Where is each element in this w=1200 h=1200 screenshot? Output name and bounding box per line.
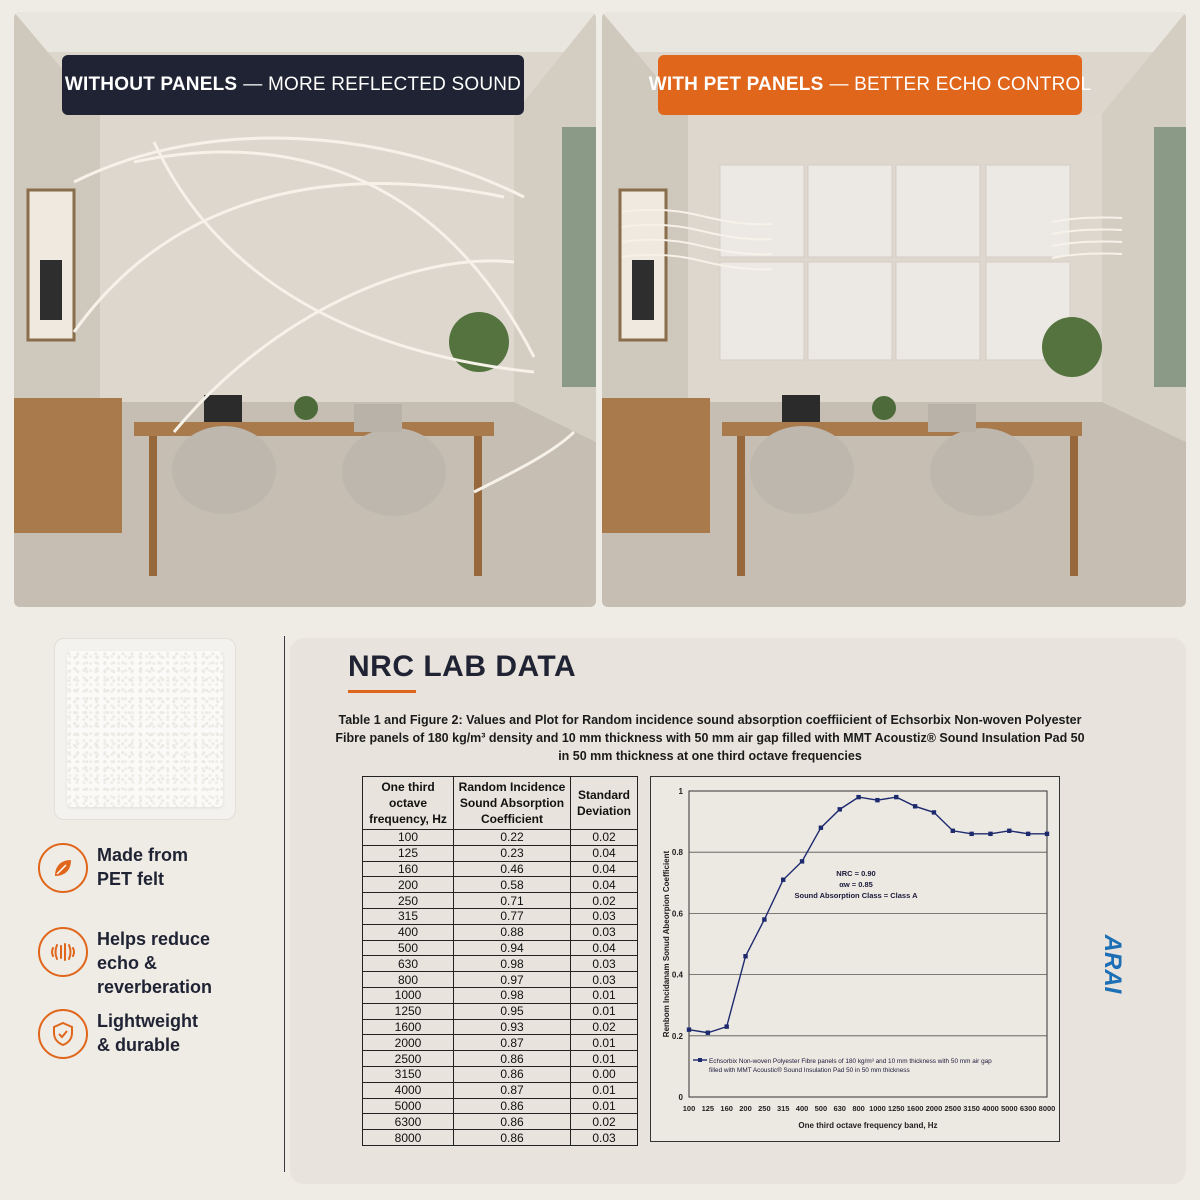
absorption-chart bbox=[650, 776, 1060, 1142]
data-point bbox=[988, 832, 992, 836]
cell-deviation: 0.01 bbox=[571, 1003, 638, 1019]
cell-coefficient: 0.87 bbox=[454, 1082, 571, 1098]
cell-frequency: 4000 bbox=[363, 1082, 454, 1098]
feature-line1: Helps reduce bbox=[97, 929, 211, 949]
header-frequency: One third octave frequency, Hz bbox=[363, 777, 454, 830]
table-row bbox=[363, 845, 638, 861]
data-point bbox=[1007, 829, 1011, 833]
feature-line2: echo & reverberation bbox=[97, 953, 213, 997]
cell-deviation: 0.01 bbox=[571, 1051, 638, 1067]
data-point bbox=[932, 810, 936, 814]
banner-right-bold: WITH PET PANELS bbox=[648, 74, 824, 95]
y-tick-label: 0.8 bbox=[671, 848, 683, 858]
section-divider bbox=[284, 636, 285, 1172]
x-tick-label: 1000 bbox=[869, 1104, 886, 1113]
x-tick-label: 200 bbox=[739, 1104, 752, 1113]
table-row bbox=[363, 861, 638, 877]
y-tick-label: 0 bbox=[678, 1093, 683, 1102]
cell-deviation: 0.03 bbox=[571, 972, 638, 988]
legend-marker bbox=[698, 1058, 702, 1062]
x-tick-label: 250 bbox=[758, 1104, 771, 1113]
table-row bbox=[363, 1114, 638, 1130]
cell-deviation: 0.02 bbox=[571, 1114, 638, 1130]
cell-coefficient: 0.71 bbox=[454, 893, 571, 909]
table-row bbox=[363, 924, 638, 940]
cell-deviation: 0.02 bbox=[571, 830, 638, 846]
cell-coefficient: 0.77 bbox=[454, 908, 571, 924]
x-tick-label: 2000 bbox=[925, 1104, 943, 1113]
x-tick-label: 100 bbox=[682, 1104, 696, 1113]
table-caption: Table 1 and Figure 2: Values and Plot for Random incidence sound absorption coeffiicient of Echsorbix Non-woven Polyester Fibre panels of 180 kg/m³ density and 10 mm thickness with 50 mm air gap filled with MMT Acoustiz® Sound Insulation Pad 50 in 50 mm thickness at one third octave frequencies bbox=[335, 713, 1085, 763]
cell-coefficient: 0.97 bbox=[454, 972, 571, 988]
cell-frequency: 2500 bbox=[363, 1051, 454, 1067]
data-point bbox=[913, 804, 917, 808]
leaf-icon bbox=[38, 843, 88, 893]
cell-deviation: 0.01 bbox=[571, 987, 638, 1003]
table-row bbox=[363, 1019, 638, 1035]
cell-frequency: 200 bbox=[363, 877, 454, 893]
cell-deviation: 0.02 bbox=[571, 1019, 638, 1035]
x-tick-label: 630 bbox=[833, 1104, 846, 1113]
cell-deviation: 0.01 bbox=[571, 1098, 638, 1114]
cell-frequency: 250 bbox=[363, 893, 454, 909]
table-row bbox=[363, 987, 638, 1003]
x-axis-label: One third octave frequency band, Hz bbox=[798, 1121, 938, 1130]
cell-coefficient: 0.86 bbox=[454, 1114, 571, 1130]
annotation-alpha: αw = 0.85 bbox=[839, 880, 873, 889]
cell-coefficient: 0.98 bbox=[454, 987, 571, 1003]
y-tick-label: 0.4 bbox=[671, 970, 683, 980]
table-row bbox=[363, 1130, 638, 1146]
cell-frequency: 3150 bbox=[363, 1066, 454, 1082]
banner-left-rest: — MORE REFLECTED SOUND bbox=[243, 74, 522, 95]
cell-deviation: 0.03 bbox=[571, 1130, 638, 1146]
data-point bbox=[762, 917, 766, 921]
table-row bbox=[363, 1098, 638, 1114]
table-row bbox=[363, 1051, 638, 1067]
sound-wave-icon bbox=[38, 927, 88, 977]
feature-line1: Lightweight bbox=[97, 1011, 198, 1031]
y-tick-label: 1 bbox=[678, 787, 683, 796]
x-tick-label: 160 bbox=[720, 1104, 733, 1113]
y-axis-label: Renbom Incidanam Sonud Abeorpion Coefficient bbox=[662, 850, 671, 1038]
banner-right-rest: — BETTER ECHO CONTROL bbox=[829, 74, 1092, 95]
cell-deviation: 0.03 bbox=[571, 908, 638, 924]
plot-frame bbox=[689, 791, 1047, 1097]
data-point bbox=[800, 859, 804, 863]
x-tick-label: 3150 bbox=[963, 1104, 980, 1113]
cell-coefficient: 0.88 bbox=[454, 924, 571, 940]
cell-coefficient: 0.93 bbox=[454, 1019, 571, 1035]
table-body bbox=[363, 830, 638, 1146]
x-tick-label: 6300 bbox=[1019, 1104, 1037, 1113]
table-row bbox=[363, 940, 638, 956]
cell-coefficient: 0.87 bbox=[454, 1035, 571, 1051]
banner-left-bold: WITHOUT PANELS bbox=[64, 74, 238, 95]
table-row bbox=[363, 877, 638, 893]
cell-frequency: 800 bbox=[363, 972, 454, 988]
data-point bbox=[1045, 832, 1049, 836]
table-row bbox=[363, 893, 638, 909]
data-point bbox=[969, 832, 973, 836]
lab-title: NRC LAB DATA bbox=[348, 650, 577, 683]
cell-deviation: 0.01 bbox=[571, 1035, 638, 1051]
data-point bbox=[743, 954, 747, 958]
cell-deviation: 0.00 bbox=[571, 1066, 638, 1082]
cell-frequency: 2000 bbox=[363, 1035, 454, 1051]
table-row bbox=[363, 956, 638, 972]
cell-frequency: 6300 bbox=[363, 1114, 454, 1130]
cell-deviation: 0.03 bbox=[571, 924, 638, 940]
series-line bbox=[689, 797, 1047, 1033]
header-deviation: Standard Deviation bbox=[571, 777, 638, 830]
pet-felt-sample-image bbox=[67, 651, 223, 807]
feature-line2: & durable bbox=[97, 1035, 181, 1055]
y-tick-label: 0.2 bbox=[671, 1031, 683, 1041]
table-row bbox=[363, 1066, 638, 1082]
x-tick-label: 315 bbox=[776, 1104, 790, 1113]
cell-frequency: 400 bbox=[363, 924, 454, 940]
cell-frequency: 500 bbox=[363, 940, 454, 956]
header-coefficient: Random Incidence Sound Absorption Coefficient bbox=[454, 777, 571, 830]
x-tick-label: 1600 bbox=[906, 1104, 924, 1113]
table-row bbox=[363, 1035, 638, 1051]
table-row bbox=[363, 830, 638, 846]
cell-coefficient: 0.86 bbox=[454, 1066, 571, 1082]
cell-coefficient: 0.94 bbox=[454, 940, 571, 956]
cell-coefficient: 0.22 bbox=[454, 830, 571, 846]
data-point bbox=[706, 1031, 710, 1035]
table-row bbox=[363, 908, 638, 924]
table-row bbox=[363, 1003, 638, 1019]
cell-coefficient: 0.58 bbox=[454, 877, 571, 893]
feature-echo bbox=[38, 927, 278, 997]
data-point bbox=[875, 798, 879, 802]
room-without-panels-photo bbox=[14, 12, 596, 607]
cell-frequency: 315 bbox=[363, 908, 454, 924]
with-panels-banner bbox=[648, 55, 1092, 115]
data-point bbox=[951, 829, 955, 833]
data-point bbox=[781, 878, 785, 882]
data-point bbox=[724, 1024, 728, 1028]
x-tick-label: 2500 bbox=[944, 1104, 962, 1113]
cell-frequency: 1600 bbox=[363, 1019, 454, 1035]
chart-svg bbox=[651, 777, 1059, 1141]
annotation-class: Sound Absorption Class = Class A bbox=[794, 891, 918, 900]
cell-frequency: 8000 bbox=[363, 1130, 454, 1146]
shield-check-icon bbox=[38, 1009, 88, 1059]
x-tick-label: 400 bbox=[795, 1104, 809, 1113]
x-tick-label: 125 bbox=[701, 1104, 715, 1113]
title-underline bbox=[348, 690, 416, 693]
feature-line1: Made from bbox=[97, 845, 189, 865]
data-point bbox=[838, 807, 842, 811]
cell-coefficient: 0.86 bbox=[454, 1130, 571, 1146]
cell-coefficient: 0.86 bbox=[454, 1051, 571, 1067]
cell-frequency: 160 bbox=[363, 861, 454, 877]
y-tick-label: 0.6 bbox=[671, 909, 683, 919]
arai-logo bbox=[1082, 914, 1128, 1014]
cell-deviation: 0.04 bbox=[571, 877, 638, 893]
cell-coefficient: 0.46 bbox=[454, 861, 571, 877]
data-point bbox=[1026, 832, 1030, 836]
data-point bbox=[894, 795, 898, 799]
x-tick-label: 4000 bbox=[982, 1104, 999, 1113]
cell-coefficient: 0.86 bbox=[454, 1098, 571, 1114]
feature-pet-felt bbox=[38, 843, 278, 903]
without-panels-banner bbox=[62, 55, 524, 115]
data-point bbox=[819, 826, 823, 830]
cell-frequency: 1250 bbox=[363, 1003, 454, 1019]
x-tick-label: 1250 bbox=[887, 1104, 905, 1113]
x-tick-label: 500 bbox=[814, 1104, 828, 1113]
data-point bbox=[856, 795, 860, 799]
cell-coefficient: 0.23 bbox=[454, 845, 571, 861]
annotation-nrc: NRC = 0.90 bbox=[836, 869, 876, 878]
cell-deviation: 0.02 bbox=[571, 893, 638, 909]
feature-lightweight bbox=[38, 1009, 278, 1069]
legend-text: Echsorbix Non-woven Polyester Fibre panels of 180 kg/m³ and 10 mm thickness with 50 mm air gap filled with MMT Acoustic® Sound Insulation Pad 50 in 50 mm thickness bbox=[709, 1058, 992, 1074]
cell-frequency: 5000 bbox=[363, 1098, 454, 1114]
x-tick-label: 5000 bbox=[1000, 1104, 1018, 1113]
room-with-panels-photo bbox=[602, 12, 1186, 607]
x-tick-label: 800 bbox=[852, 1104, 865, 1113]
pet-felt-swatch bbox=[54, 638, 236, 820]
data-point bbox=[687, 1027, 691, 1031]
x-tick-label: 8000 bbox=[1038, 1104, 1056, 1113]
cell-frequency: 630 bbox=[363, 956, 454, 972]
cell-frequency: 1000 bbox=[363, 987, 454, 1003]
absorption-table bbox=[362, 776, 638, 1146]
cell-deviation: 0.03 bbox=[571, 956, 638, 972]
cell-deviation: 0.04 bbox=[571, 940, 638, 956]
cell-frequency: 100 bbox=[363, 830, 454, 846]
cell-deviation: 0.04 bbox=[571, 861, 638, 877]
feature-line2: PET felt bbox=[97, 869, 165, 889]
cell-deviation: 0.04 bbox=[571, 845, 638, 861]
cell-frequency: 125 bbox=[363, 845, 454, 861]
cell-coefficient: 0.98 bbox=[454, 956, 571, 972]
table-row bbox=[363, 972, 638, 988]
cell-coefficient: 0.95 bbox=[454, 1003, 571, 1019]
table-row bbox=[363, 1082, 638, 1098]
logo-wordmark: ARAI bbox=[1099, 934, 1126, 994]
cell-deviation: 0.01 bbox=[571, 1082, 638, 1098]
